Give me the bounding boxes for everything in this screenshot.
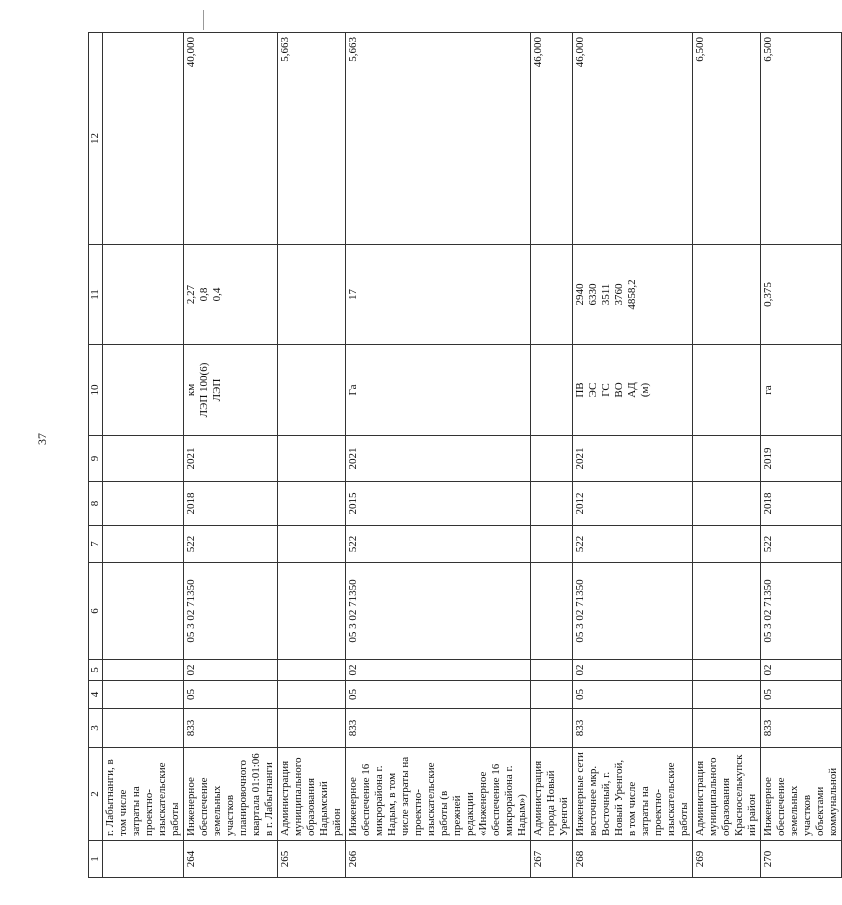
header-cell: 8 (89, 482, 103, 526)
table-cell: 46,000 (531, 33, 573, 245)
table-cell (531, 245, 573, 345)
table-cell (693, 436, 761, 482)
header-cell: 2 (89, 748, 103, 841)
table-cell: Инженерное обеспечение 16 микрорайона г. Надым, в том числе затраты на проектно-изыскательские работы (в прежней редакции «Инженерное обеспечение 16 микрорайона г. Надым») (346, 748, 531, 841)
fold-mark (203, 10, 204, 30)
header-cell: 9 (89, 436, 103, 482)
table-row (278, 33, 346, 878)
table-cell: 6,500 (761, 33, 842, 245)
table-cell: Инженерное обеспечение земельных участков планировочного квартала 01:01:06 в г. Лабытнанги (184, 748, 278, 841)
table-cell: 2021 (573, 436, 693, 482)
table-cell (693, 345, 761, 436)
table-cell (103, 709, 184, 748)
table-cell (103, 482, 184, 526)
table-cell: 833 (346, 709, 531, 748)
table-cell (531, 660, 573, 681)
header-cell: 6 (89, 563, 103, 660)
header-cell: 7 (89, 526, 103, 563)
table-cell: 270 (761, 841, 842, 878)
table-cell: ПВ ЭС ГС ВО АД (м) (573, 345, 693, 436)
table-cell: 05 (184, 681, 278, 709)
table-row (531, 33, 573, 878)
table-cell: 46,000 (573, 33, 693, 245)
table-cell: 2,27 0,8 0,4 (184, 245, 278, 345)
table-cell (278, 681, 346, 709)
table-cell: 2018 (761, 482, 842, 526)
table-cell: 02 (184, 660, 278, 681)
table-cell (103, 681, 184, 709)
table-cell: км ЛЭП 100(6) ЛЭП (184, 345, 278, 436)
table-cell: 267 (531, 841, 573, 878)
table-cell (103, 436, 184, 482)
table-cell: 266 (346, 841, 531, 878)
table-cell (531, 526, 573, 563)
page-number: 37 (35, 433, 49, 445)
table-cell (278, 245, 346, 345)
rotated-table-container (88, 33, 839, 878)
table-cell: 268 (573, 841, 693, 878)
table-body (89, 33, 842, 878)
table-cell: 522 (184, 526, 278, 563)
table-cell: 2019 (761, 436, 842, 482)
table-cell (693, 709, 761, 748)
table-cell (693, 526, 761, 563)
table-cell: Администрация муниципального образования Красноселькупский район (693, 748, 761, 841)
table-cell (103, 245, 184, 345)
table-cell (693, 563, 761, 660)
table-cell (693, 660, 761, 681)
table-cell: 833 (573, 709, 693, 748)
table-cell: 40,000 (184, 33, 278, 245)
table-cell: 05 3 02 71350 (761, 563, 842, 660)
table-cell: 833 (761, 709, 842, 748)
table-cell (278, 563, 346, 660)
table-cell: г. Лабытнанги, в том числе затраты на проектно-изыскательские работы (103, 748, 184, 841)
table-cell: 2021 (346, 436, 531, 482)
header-cell: 1 (89, 841, 103, 878)
table-cell: 5,663 (278, 33, 346, 245)
table-cell (531, 345, 573, 436)
table-cell (278, 436, 346, 482)
table-cell: Га (346, 345, 531, 436)
table-cell: 833 (184, 709, 278, 748)
table-cell: Администрация муниципального образования Надымский район (278, 748, 346, 841)
table-cell (103, 526, 184, 563)
table-cell: Инженерные сети восточнее мкр. Восточный, г. Новый Уренгой, в том числе затраты на проектно-изыскательские работы (573, 748, 693, 841)
table-cell: га (761, 345, 842, 436)
table-cell: 2021 (184, 436, 278, 482)
table-cell (693, 681, 761, 709)
table-cell: 269 (693, 841, 761, 878)
table-cell: 05 (761, 681, 842, 709)
table-cell (103, 660, 184, 681)
table-cell: Администрация города Новый Уренгой (531, 748, 573, 841)
table-cell (103, 33, 184, 245)
header-cell: 11 (89, 245, 103, 345)
table-row (761, 33, 842, 878)
table-cell: 2012 (573, 482, 693, 526)
header-cell: 10 (89, 345, 103, 436)
header-cell: 12 (89, 33, 103, 245)
table-cell (278, 526, 346, 563)
table-cell: Инженерное обеспечение земельных участков объектами коммунальной (761, 748, 842, 841)
table-cell: 05 (573, 681, 693, 709)
table-row (573, 33, 693, 878)
table-row (693, 33, 761, 878)
table-cell: 2018 (184, 482, 278, 526)
table-cell: 02 (573, 660, 693, 681)
header-cell: 3 (89, 709, 103, 748)
table-row (346, 33, 531, 878)
table-cell (531, 563, 573, 660)
table-cell: 6,500 (693, 33, 761, 245)
table-cell (531, 436, 573, 482)
table-cell: 2940 6330 3511 3760 4858,2 (573, 245, 693, 345)
table-row (184, 33, 278, 878)
table-cell (531, 681, 573, 709)
table-cell: 522 (346, 526, 531, 563)
table-cell: 5,663 (346, 33, 531, 245)
table-cell (103, 563, 184, 660)
table-cell: 05 3 02 71350 (184, 563, 278, 660)
table-cell (693, 245, 761, 345)
table-cell: 264 (184, 841, 278, 878)
table-cell: 522 (573, 526, 693, 563)
table-cell (278, 709, 346, 748)
table-cell (531, 709, 573, 748)
table-cell (531, 482, 573, 526)
table-cell: 2015 (346, 482, 531, 526)
table-cell: 02 (761, 660, 842, 681)
budget-table (88, 32, 842, 878)
table-cell (278, 660, 346, 681)
header-cell: 5 (89, 660, 103, 681)
table-cell: 05 (346, 681, 531, 709)
header-cell: 4 (89, 681, 103, 709)
table-cell: 05 3 02 71350 (346, 563, 531, 660)
table-cell: 265 (278, 841, 346, 878)
table-cell (278, 345, 346, 436)
table-cell: 522 (761, 526, 842, 563)
table-cell: 02 (346, 660, 531, 681)
table-cell (103, 841, 184, 878)
header-row (89, 33, 103, 878)
table-cell (278, 482, 346, 526)
table-cell: 17 (346, 245, 531, 345)
table-cell (103, 345, 184, 436)
table-cell: 05 3 02 71350 (573, 563, 693, 660)
table-row (103, 33, 184, 878)
table-cell: 0,375 (761, 245, 842, 345)
table-cell (693, 482, 761, 526)
